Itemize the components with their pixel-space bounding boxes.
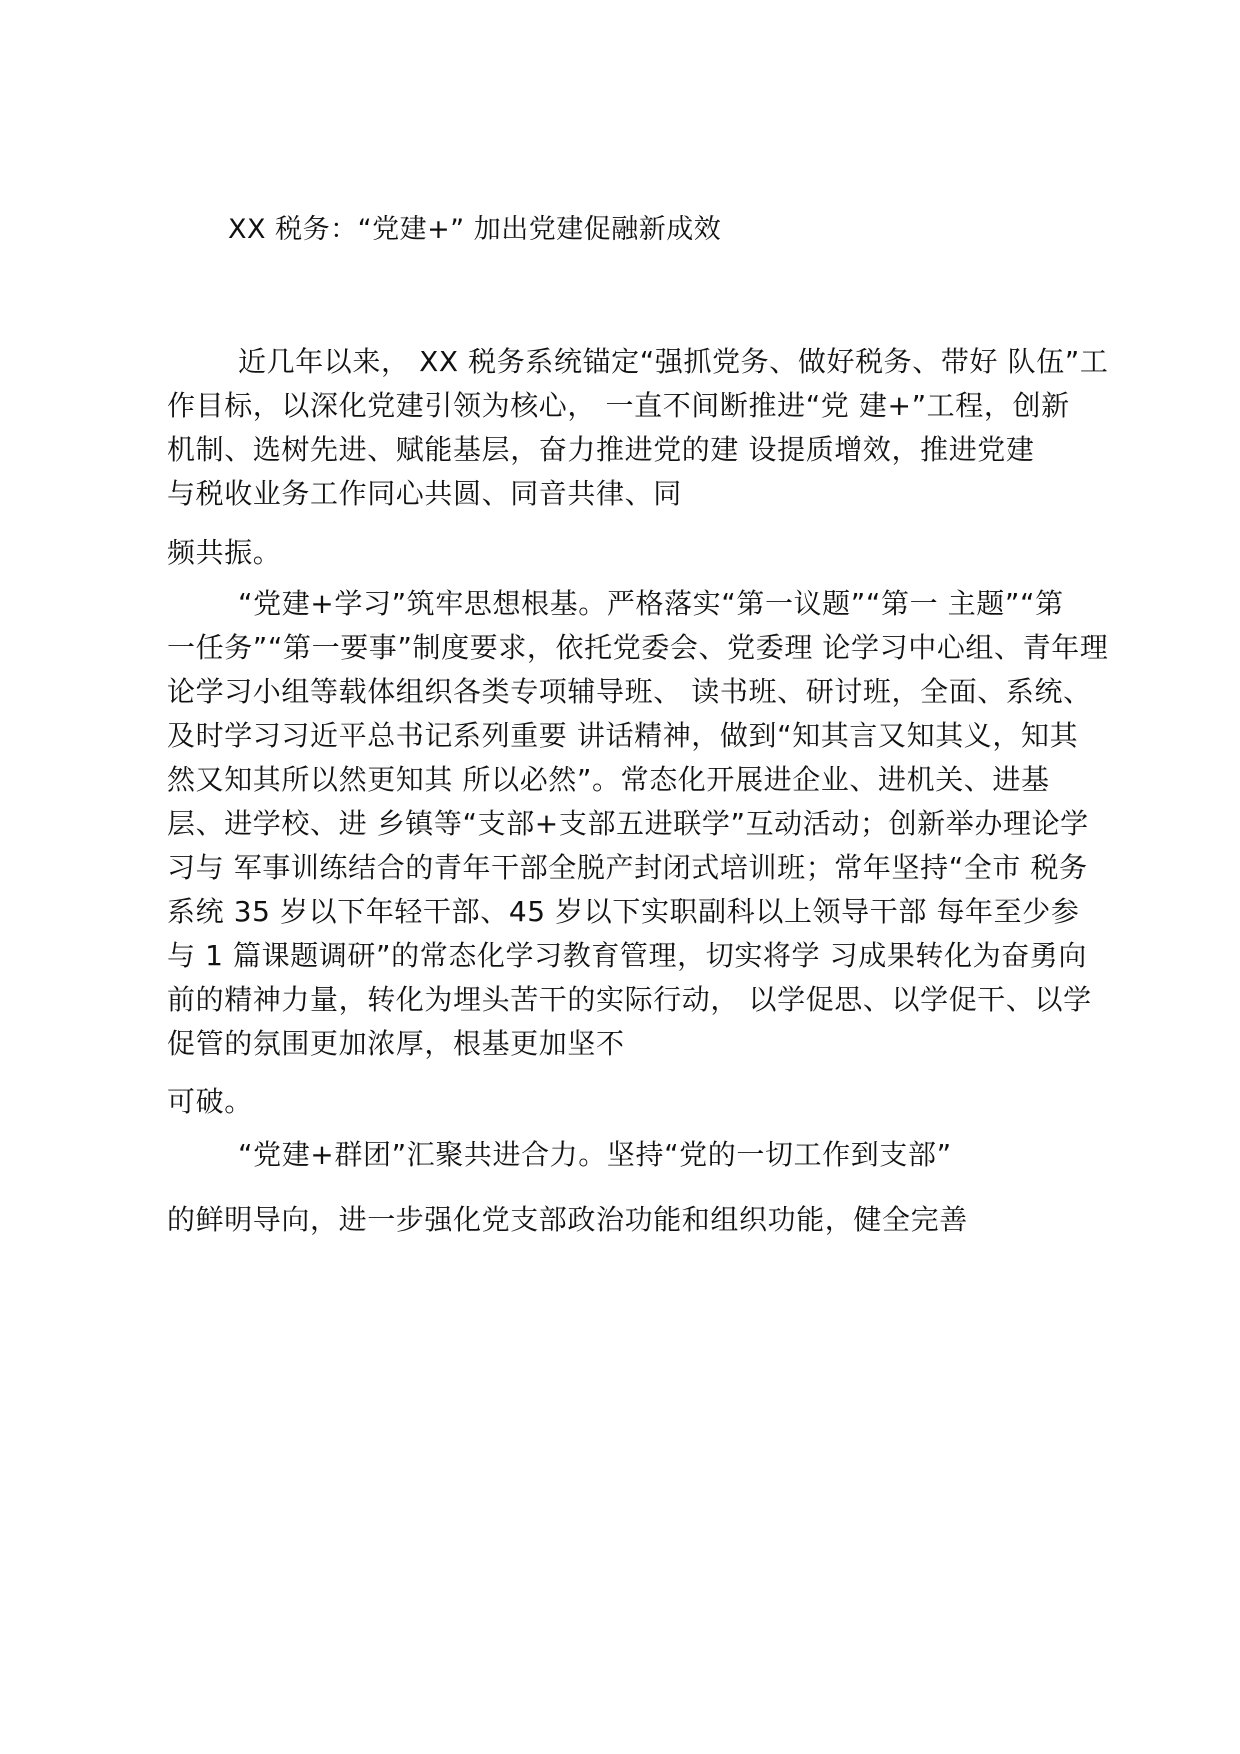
paragraph-2-line-11: 促管的氛围更加浓厚，根基更加坚不 — [167, 1027, 625, 1060]
document-title: XX 税务：“党建+” 加出党建促融新成效 — [228, 214, 722, 245]
paragraph-3-line-2: 的鲜明导向，进一步强化党支部政治功能和组织功能，健全完善 — [167, 1203, 968, 1236]
paragraph-2-line-7: 习与 军事训练结合的青年干部全脱产封闭式培训班；常年坚持“全市 税务 — [167, 851, 1088, 884]
paragraph-2-line-1: “党建+学习”筑牢思想根基。严格落实“第一议题”“第一 主题”“第 — [238, 587, 1064, 620]
paragraph-1-line-4: 与税收业务工作同心共圆、同音共律、同 — [167, 477, 682, 510]
paragraph-2-line-4: 及时学习习近平总书记系列重要 讲话精神，做到“知其言又知其义，知其 — [167, 719, 1079, 752]
paragraph-3-line-1: “党建+群团”汇聚共进合力。坚持“党的一切工作到支部” — [238, 1138, 952, 1171]
paragraph-1-line-2: 作目标，以深化党建引领为核心， 一直不间断推进“党 建+”工程，创新 — [167, 389, 1070, 422]
paragraph-2-line-9: 与 1 篇课题调研”的常态化学习教育管理，切实将学 习成果转化为奋勇向 — [167, 939, 1088, 972]
paragraph-2-line-12: 可破。 — [167, 1085, 253, 1118]
paragraph-2-line-3: 论学习小组等载体组织各类专项辅导班、 读书班、研讨班，全面、系统、 — [167, 675, 1092, 708]
paragraph-2-line-2: 一任务”“第一要事”制度要求，依托党委会、党委理 论学习中心组、青年理 — [167, 631, 1109, 664]
paragraph-1-line-3: 机制、选树先进、赋能基层，奋力推进党的建 设提质增效，推进党建 — [167, 433, 1035, 466]
paragraph-2-line-5: 然又知其所以然更知其 所以必然”。常态化开展进企业、进机关、进基 — [167, 763, 1050, 796]
paragraph-1-line-5: 频共振。 — [167, 536, 282, 569]
paragraph-2-line-6: 层、进学校、进 乡镇等“支部+支部五进联学”互动活动；创新举办理论学 — [167, 807, 1089, 840]
paragraph-2-line-8: 系统 35 岁以下年轻干部、45 岁以下实职副科以上领导干部 每年至少参 — [167, 895, 1080, 928]
paragraph-2-line-10: 前的精神力量，转化为埋头苦干的实际行动， 以学促思、以学促干、以学 — [167, 983, 1092, 1016]
paragraph-1-line-1: 近几年以来， XX 税务系统锚定“强抓党务、做好税务、带好 队伍”工 — [238, 345, 1109, 378]
